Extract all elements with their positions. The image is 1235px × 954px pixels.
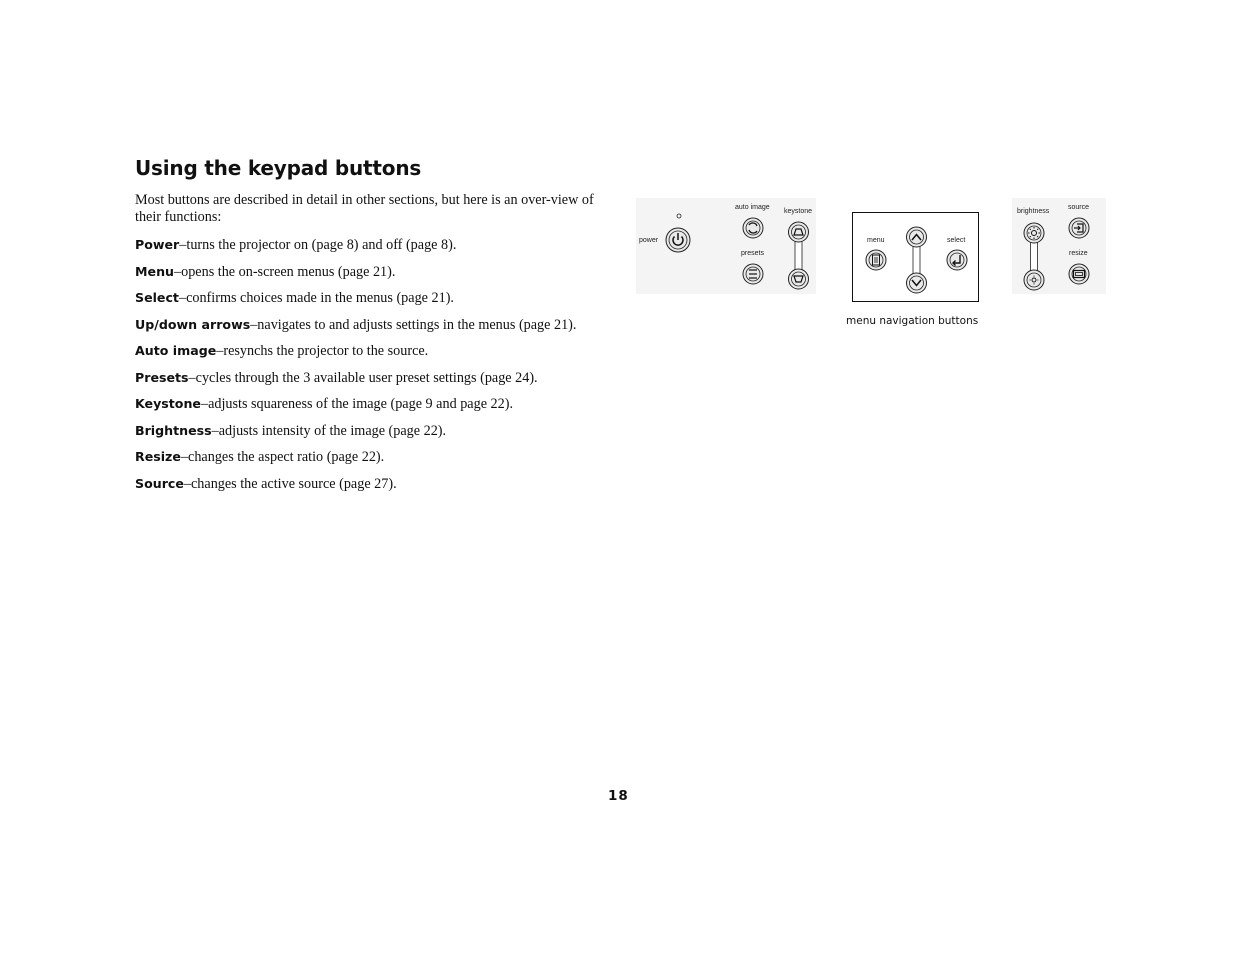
keypad-diagram [636, 198, 1106, 304]
intro-paragraph: Most buttons are described in detail in other sections, but here is an over-view of their functions: [135, 192, 594, 225]
item-term: Resize [135, 449, 181, 464]
select-label: select [947, 237, 966, 244]
list-item [135, 263, 576, 290]
item-text: –navigates to and adjusts settings in the menus (page 21). [250, 316, 577, 333]
list-item [135, 236, 576, 263]
item-term: Power [135, 237, 180, 252]
item-term: Keystone [135, 396, 201, 411]
list-item [135, 369, 576, 396]
resize-label: resize [1069, 250, 1088, 257]
source-button-icon [1069, 218, 1089, 238]
brightness-label: brightness [1017, 208, 1050, 215]
item-text: –cycles through the 3 available user preset settings (page 24). [188, 369, 538, 386]
list-item [135, 395, 576, 422]
down-arrow-button-icon [907, 273, 927, 293]
item-term: Brightness [135, 422, 212, 438]
brightness-up-button-icon [1024, 223, 1044, 243]
resize-button-icon [1069, 264, 1089, 284]
item-term: Menu [135, 263, 175, 279]
list-item [135, 422, 576, 449]
keystone-label: keystone [784, 208, 813, 215]
power-label: power [639, 237, 659, 244]
presets-button-icon [743, 264, 763, 284]
item-term: Source [135, 475, 184, 491]
source-label: source [1068, 204, 1090, 211]
page-number: 18 [608, 788, 629, 804]
item-term: Select [135, 290, 179, 305]
keystone-up-button-icon [789, 222, 809, 242]
auto-image-button-icon [743, 218, 763, 238]
item-text: –changes the active source (page 27). [183, 475, 397, 492]
button-descriptions [135, 236, 576, 501]
item-text: –changes the aspect ratio (page 22). [180, 449, 385, 465]
presets-label: presets [741, 250, 764, 257]
list-item [135, 289, 576, 316]
item-text: –adjusts squareness of the image (page 9 and page 22). [200, 396, 513, 412]
item-text: –opens the on-screen menus (page 21). [174, 263, 396, 280]
item-text: –adjusts intensity of the image (page 22). [211, 422, 447, 439]
item-text: –confirms choices made in the menus (page 21). [178, 290, 454, 306]
up-arrow-button-icon [907, 227, 927, 247]
menu-button-icon [866, 250, 886, 270]
keystone-down-button-icon [789, 269, 809, 289]
item-term: Up/down arrows [135, 316, 251, 332]
list-item [135, 448, 576, 475]
item-text: –resynchs the projector to the source. [216, 343, 429, 359]
auto-image-label: auto image [735, 204, 770, 211]
figure-caption: menu navigation buttons [846, 315, 979, 327]
select-button-icon [947, 250, 967, 270]
item-term: Auto image [135, 343, 217, 358]
list-item [135, 475, 576, 502]
brightness-down-button-icon [1024, 270, 1044, 290]
power-button-icon [666, 228, 690, 252]
list-item [135, 316, 576, 343]
page-title: Using the keypad buttons [135, 156, 422, 180]
list-item [135, 342, 576, 369]
item-text: –turns the projector on (page 8) and off (page 8). [179, 237, 457, 253]
menu-label: menu [867, 237, 885, 244]
item-term: Presets [135, 369, 189, 385]
